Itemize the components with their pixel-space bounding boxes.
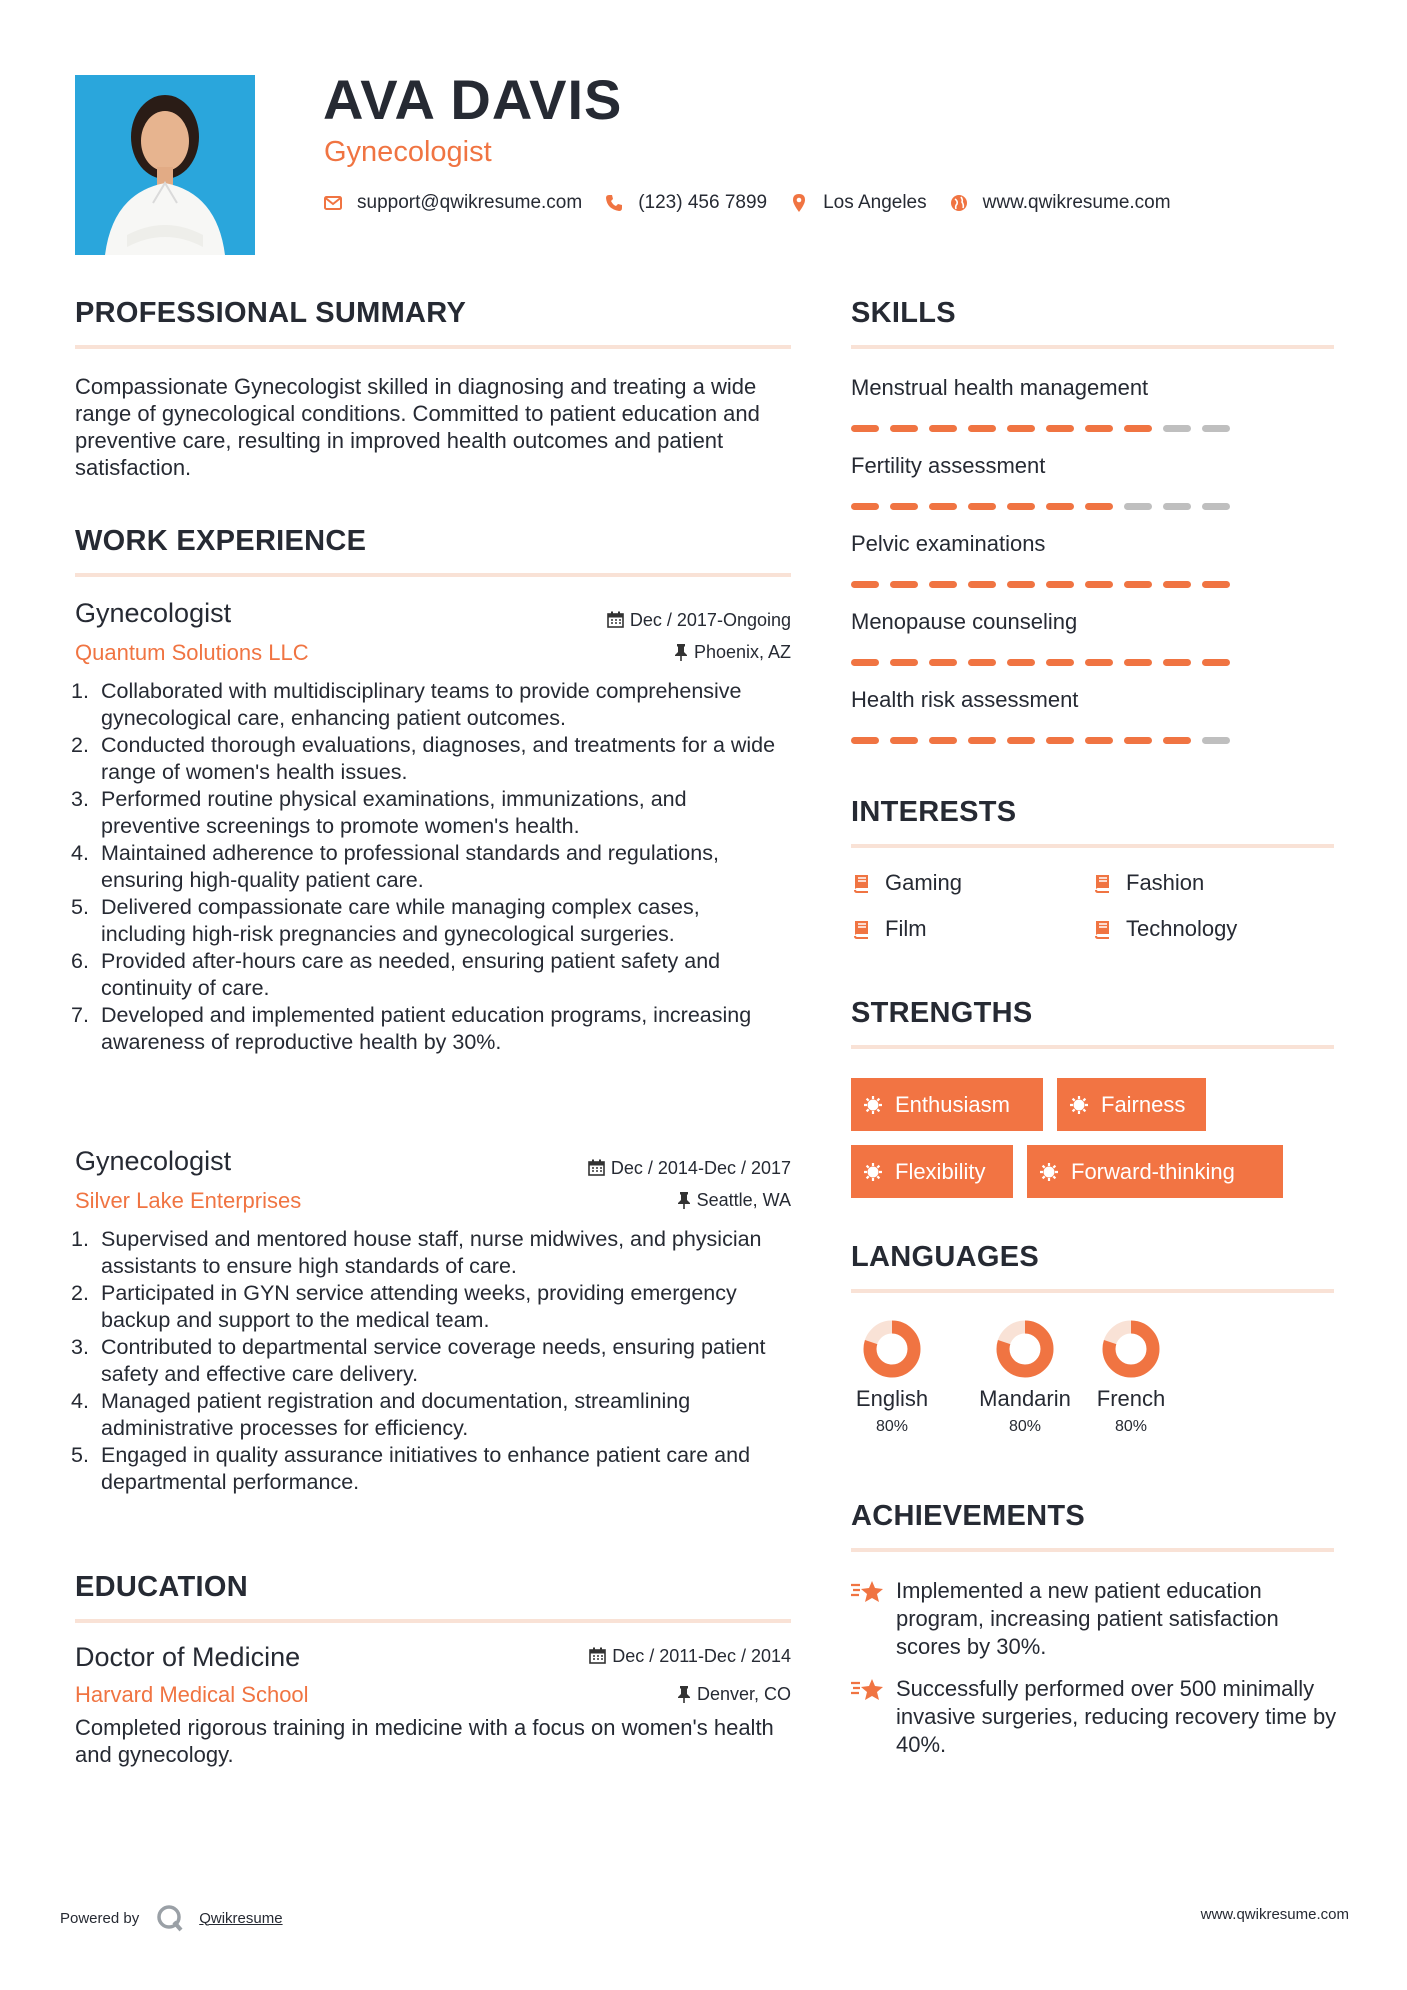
shooting-star-icon xyxy=(850,1579,884,1605)
interest-item xyxy=(851,916,927,942)
skills-rule xyxy=(851,345,1334,349)
education-location xyxy=(677,1684,791,1705)
bullet-text: Contributed to departmental service coverage needs, ensuring patient safety and effective care delivery. xyxy=(101,1335,766,1386)
strength-label: Fairness xyxy=(1101,1091,1186,1117)
skill-item xyxy=(851,531,1341,609)
language-gauge xyxy=(1100,1318,1162,1380)
education-description: Completed rigorous training in medicine with a focus on women's health and gynecology. xyxy=(75,1715,774,1767)
list-item: 2. Participated in GYN service attending weeks, providing emergency backup and support to the medical team. xyxy=(71,1281,737,1332)
language-level: 80% xyxy=(1114,1418,1148,1435)
map-pin-icon xyxy=(789,193,809,213)
calendar-icon xyxy=(588,1159,605,1176)
skill-segment-filled xyxy=(1007,581,1035,588)
bullet-text: Conducted thorough evaluations, diagnoses, and treatments for a wide range of women's health issues. xyxy=(101,733,776,784)
strength-chip xyxy=(851,1145,1013,1198)
strength-chip xyxy=(1057,1078,1206,1131)
bullet-text: Performed routine physical examinations, immunizations, and preventive screenings to promote women's health. xyxy=(101,787,687,838)
education-entry xyxy=(75,1642,791,1768)
list-item: 6. Provided after-hours care as needed, ensuring patient safety and continuity of care. xyxy=(71,949,721,1000)
skill-segment-filled xyxy=(890,581,918,588)
language-gauge xyxy=(861,1318,923,1380)
skill-segment-filled xyxy=(1007,425,1035,432)
summary-text: Compassionate Gynecologist skilled in diagnosing and treating a wide range of gynecological conditions. Committed to patient education and preventive care, resulting in improved health outcomes and patient satisfaction. xyxy=(75,374,760,480)
job-dates xyxy=(588,1158,791,1179)
language-name: English xyxy=(855,1386,929,1411)
skill-segment-filled xyxy=(929,503,957,510)
job-company: Quantum Solutions LLC xyxy=(75,640,309,665)
job-dates xyxy=(607,610,791,631)
phone-icon xyxy=(604,193,624,213)
skill-segment-empty xyxy=(1202,737,1230,744)
interest-label: Gaming xyxy=(885,870,963,895)
skill-segment-empty xyxy=(1202,425,1230,432)
skill-segment-filled xyxy=(968,503,996,510)
strength-label: Enthusiasm xyxy=(895,1091,1010,1117)
job-bullets xyxy=(71,1226,785,1496)
education-heading: EDUCATION xyxy=(75,1571,248,1603)
skill-segment-filled xyxy=(1202,659,1230,666)
skill-bar xyxy=(851,737,1341,744)
education-rule xyxy=(75,1619,791,1623)
skill-segment-filled xyxy=(1124,737,1152,744)
list-item: 7. Developed and implemented patient education programs, increasing awareness of reproductive health by 30%. xyxy=(71,1003,752,1054)
achievement-item xyxy=(850,1577,1340,1661)
job-dates-text: Dec / 2017-Ongoing xyxy=(629,610,791,630)
skill-segment-filled xyxy=(929,581,957,588)
skill-segment-filled xyxy=(929,659,957,666)
calendar-icon xyxy=(589,1647,606,1664)
job-bullets xyxy=(71,678,785,1056)
skill-segment-filled xyxy=(1085,659,1113,666)
education-dates xyxy=(589,1646,791,1667)
candidate-title: Gynecologist xyxy=(324,136,492,168)
sun-icon xyxy=(863,1162,883,1182)
skill-segment-filled xyxy=(1163,659,1191,666)
brand-link[interactable]: Qwikresume xyxy=(199,1909,283,1927)
language-item xyxy=(966,1318,1084,1436)
skill-label: Pelvic examinations xyxy=(851,531,1046,556)
book-icon xyxy=(851,919,871,939)
interests-rule xyxy=(851,844,1334,848)
strength-label: Forward-thinking xyxy=(1071,1158,1235,1184)
skill-segment-filled xyxy=(1007,503,1035,510)
language-item xyxy=(1086,1318,1176,1436)
job-location xyxy=(677,1190,791,1211)
language-name: Mandarin xyxy=(979,1386,1071,1411)
interest-item xyxy=(1092,916,1237,942)
list-item: 3. Performed routine physical examinations, immunizations, and preventive screenings to promote women's health. xyxy=(71,787,687,838)
contact-email[interactable]: support@qwikresume.com xyxy=(357,192,583,213)
contact-website[interactable]: www.qwikresume.com xyxy=(982,192,1171,213)
achievements-heading: ACHIEVEMENTS xyxy=(851,1500,1086,1532)
qwikresume-logo-icon xyxy=(155,1903,185,1933)
interest-item xyxy=(1092,870,1204,896)
skill-bar xyxy=(851,425,1341,432)
interest-label: Fashion xyxy=(1126,870,1205,895)
skill-segment-filled xyxy=(890,503,918,510)
skill-segment-filled xyxy=(851,425,879,432)
skill-segment-filled xyxy=(1085,737,1113,744)
book-icon xyxy=(851,873,871,893)
skill-segment-filled xyxy=(1124,425,1152,432)
bullet-text: Provided after-hours care as needed, ensuring patient safety and continuity of care. xyxy=(101,949,721,1000)
education-location-text: Denver, CO xyxy=(696,1684,791,1704)
summary-heading: PROFESSIONAL SUMMARY xyxy=(75,297,467,329)
achievements-rule xyxy=(851,1548,1334,1552)
calendar-icon xyxy=(607,611,624,628)
bullet-text: Delivered compassionate care while managing complex cases, including high-risk pregnancies and gynecological surgeries. xyxy=(101,895,700,946)
skill-label: Menstrual health management xyxy=(851,375,1149,400)
candidate-name: AVA DAVIS xyxy=(323,68,623,131)
achievement-text: Implemented a new patient education program, increasing patient satisfaction scores by 30%. xyxy=(896,1578,1279,1659)
footer-brand xyxy=(60,1903,283,1933)
list-item: 2. Conducted thorough evaluations, diagnoses, and treatments for a wide range of women's health issues. xyxy=(71,733,776,784)
skill-segment-filled xyxy=(1202,581,1230,588)
achievement-text: Successfully performed over 500 minimally invasive surgeries, reducing recovery time by 40%. xyxy=(896,1676,1337,1757)
language-item xyxy=(846,1318,938,1436)
job-entry xyxy=(71,1146,791,1496)
skill-item xyxy=(851,453,1341,531)
skill-label: Fertility assessment xyxy=(851,453,1046,478)
strength-chip xyxy=(1027,1145,1283,1198)
skill-segment-filled xyxy=(1007,659,1035,666)
education-dates-text: Dec / 2011-Dec / 2014 xyxy=(612,1646,791,1666)
bullet-text: Collaborated with multidisciplinary teams to provide comprehensive gynecological care, enhancing patient outcomes. xyxy=(101,679,742,730)
list-item: 5. Delivered compassionate care while managing complex cases, including high-risk pregnancies and gynecological surgeries. xyxy=(71,895,700,946)
achievement-item xyxy=(850,1675,1340,1759)
language-level: 80% xyxy=(875,1418,909,1435)
school: Harvard Medical School xyxy=(75,1682,309,1707)
skill-segment-empty xyxy=(1163,425,1191,432)
contact-phone[interactable]: (123) 456 7899 xyxy=(638,192,768,213)
skill-segment-filled xyxy=(851,659,879,666)
strengths-rule xyxy=(851,1045,1334,1049)
shooting-star-icon xyxy=(850,1677,884,1703)
bullet-text: Engaged in quality assurance initiatives to enhance patient care and departmental performance. xyxy=(101,1443,751,1494)
skill-segment-filled xyxy=(1085,581,1113,588)
sun-icon xyxy=(863,1095,883,1115)
language-name: French xyxy=(1096,1386,1166,1411)
language-gauge xyxy=(994,1318,1056,1380)
job-location xyxy=(674,642,791,663)
skill-segment-filled xyxy=(1007,737,1035,744)
skill-segment-filled xyxy=(1163,737,1191,744)
bullet-text: Managed patient registration and documentation, streamlining administrative processes for efficiency. xyxy=(101,1389,691,1440)
contact-location: Los Angeles xyxy=(823,192,927,213)
job-dates-text: Dec / 2014-Dec / 2017 xyxy=(610,1158,791,1178)
strengths-heading: STRENGTHS xyxy=(851,997,1033,1029)
skill-segment-filled xyxy=(851,581,879,588)
job-entry xyxy=(71,598,791,1056)
experience-rule xyxy=(75,573,791,577)
skill-segment-filled xyxy=(968,659,996,666)
pushpin-icon xyxy=(677,1191,691,1209)
contact-bar xyxy=(323,192,1193,214)
skill-segment-filled xyxy=(890,737,918,744)
pushpin-icon xyxy=(677,1685,691,1703)
strength-label: Flexibility xyxy=(895,1158,986,1184)
skill-item xyxy=(851,609,1341,687)
list-item: 4. Maintained adherence to professional standards and regulations, ensuring high-quality patient care. xyxy=(71,841,719,892)
skill-bar xyxy=(851,581,1341,588)
skill-bar xyxy=(851,503,1341,510)
skill-segment-empty xyxy=(1202,503,1230,510)
skill-segment-filled xyxy=(968,425,996,432)
profile-photo xyxy=(75,75,255,255)
envelope-icon xyxy=(323,193,343,213)
skill-item xyxy=(851,375,1341,453)
job-location-text: Phoenix, AZ xyxy=(693,642,791,662)
experience-heading: WORK EXPERIENCE xyxy=(75,525,367,557)
list-item: 1. Supervised and mentored house staff, nurse midwives, and physician assistants to ensure high standards of care. xyxy=(71,1227,762,1278)
bullet-text: Maintained adherence to professional standards and regulations, ensuring high-quality patient care. xyxy=(101,841,719,892)
list-item: 3. Contributed to departmental service coverage needs, ensuring patient safety and effective care delivery. xyxy=(71,1335,766,1386)
interest-label: Technology xyxy=(1126,916,1238,941)
interest-item xyxy=(851,870,962,896)
skill-segment-empty xyxy=(1124,503,1152,510)
list-item: 1. Collaborated with multidisciplinary teams to provide comprehensive gynecological care, enhancing patient outcomes. xyxy=(71,679,742,730)
skill-segment-filled xyxy=(929,737,957,744)
skill-segment-filled xyxy=(1046,581,1074,588)
skill-segment-filled xyxy=(1124,581,1152,588)
powered-by-label: Powered by xyxy=(60,1909,140,1927)
sun-icon xyxy=(1069,1095,1089,1115)
skill-segment-filled xyxy=(929,425,957,432)
skills-heading: SKILLS xyxy=(851,297,956,329)
skill-segment-filled xyxy=(1046,659,1074,666)
strength-chip xyxy=(851,1078,1043,1131)
job-title: Gynecologist xyxy=(75,598,232,628)
languages-heading: LANGUAGES xyxy=(851,1241,1039,1273)
skill-segment-filled xyxy=(1163,581,1191,588)
skill-segment-filled xyxy=(1046,503,1074,510)
bullet-text: Developed and implemented patient education programs, increasing awareness of reproductive health by 30%. xyxy=(101,1003,752,1054)
skill-segment-filled xyxy=(968,581,996,588)
interests-heading: INTERESTS xyxy=(851,796,1017,828)
skill-bar xyxy=(851,659,1341,666)
job-title: Gynecologist xyxy=(75,1146,232,1176)
skill-segment-filled xyxy=(851,503,879,510)
skill-segment-filled xyxy=(1085,503,1113,510)
pushpin-icon xyxy=(674,643,688,661)
skill-segment-empty xyxy=(1163,503,1191,510)
summary-rule xyxy=(75,345,791,349)
skill-item xyxy=(851,687,1341,765)
language-level: 80% xyxy=(1008,1418,1042,1435)
job-company: Silver Lake Enterprises xyxy=(75,1188,302,1213)
skill-label: Health risk assessment xyxy=(851,687,1079,712)
skill-segment-filled xyxy=(1046,737,1074,744)
skill-segment-filled xyxy=(968,737,996,744)
degree: Doctor of Medicine xyxy=(75,1642,301,1672)
bullet-text: Supervised and mentored house staff, nurse midwives, and physician assistants to ensure high standards of care. xyxy=(101,1227,762,1278)
skill-segment-filled xyxy=(890,425,918,432)
list-item: 5. Engaged in quality assurance initiatives to enhance patient care and departmental performance. xyxy=(71,1443,751,1494)
book-icon xyxy=(1092,919,1112,939)
footer-url[interactable]: www.qwikresume.com xyxy=(1200,1906,1349,1923)
interest-label: Film xyxy=(885,916,927,941)
book-icon xyxy=(1092,873,1112,893)
bullet-text: Participated in GYN service attending weeks, providing emergency backup and support to the medical team. xyxy=(101,1281,737,1332)
skill-segment-filled xyxy=(1124,659,1152,666)
list-item: 4. Managed patient registration and documentation, streamlining administrative processes for efficiency. xyxy=(71,1389,691,1440)
skills-list xyxy=(851,375,1341,765)
skill-segment-filled xyxy=(1046,425,1074,432)
sun-icon xyxy=(1039,1162,1059,1182)
languages-rule xyxy=(851,1289,1334,1293)
skill-segment-filled xyxy=(851,737,879,744)
job-location-text: Seattle, WA xyxy=(696,1190,791,1210)
skill-label: Menopause counseling xyxy=(851,609,1078,634)
globe-icon xyxy=(949,193,969,213)
skill-segment-filled xyxy=(1085,425,1113,432)
skill-segment-filled xyxy=(890,659,918,666)
